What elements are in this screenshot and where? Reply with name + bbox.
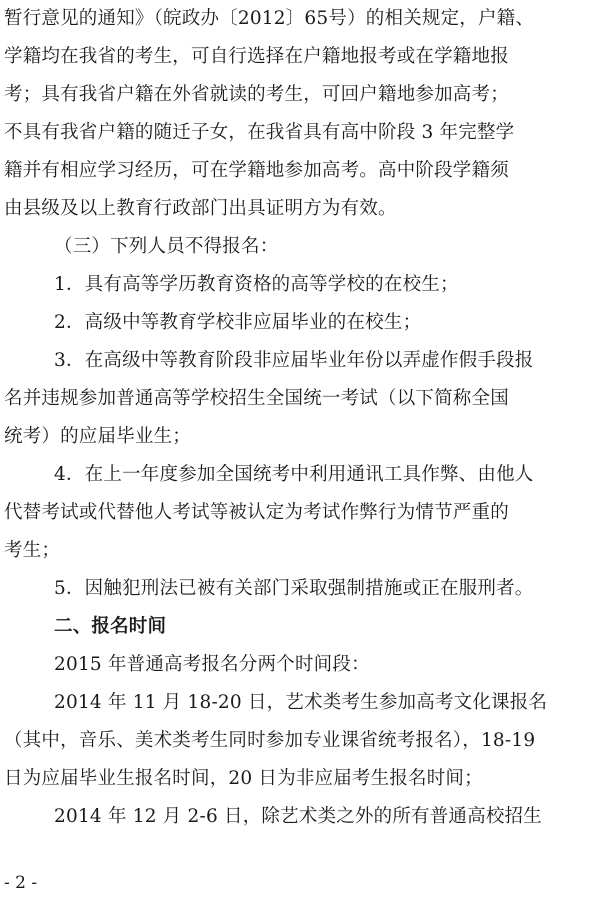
list-item-4: 4．在上一年度参加全国统考中利用通讯工具作弊、由他人 (54, 464, 534, 485)
list-item-4-end: 考生； (4, 540, 61, 561)
list-item-3-end: 统考）的应届毕业生； (4, 426, 192, 447)
subsection-heading: （三）下列人员不得报名： (54, 236, 279, 257)
list-item-1: 1．具有高等学历教育资格的高等学校的在校生； (54, 274, 459, 295)
text-line-period-1-continued: （其中，音乐、美术类考生同时参加专业课省统考报名），18-19 (4, 730, 536, 751)
text-line-4: 不具有我省户籍的随迁子女，在我省具有高中阶段 3 年完整学 (4, 122, 515, 143)
text-line-registration-periods: 2015 年普通高考报名分两个时间段： (54, 654, 370, 675)
text-line-period-1: 2014 年 11 月 18-20 日，艺术类考生参加高考文化课报名 (54, 692, 548, 713)
text-line-period-2: 2014 年 12 月 2-6 日，除艺术类之外的所有普通高校招生 (54, 806, 542, 827)
text-line-period-1-end: 日为应届毕业生报名时间，20 日为非应届考生报名时间； (4, 768, 483, 789)
text-line-2: 学籍均在我省的考生，可自行选择在户籍地报考或在学籍地报 (4, 46, 509, 67)
text-line-3: 考；具有我省户籍在外省就读的考生，可回户籍地参加高考； (4, 84, 509, 105)
list-item-3: 3．在高级中等教育阶段非应届毕业年份以弄虚作假手段报 (54, 350, 534, 371)
list-item-3-continued: 名并违规参加普通高等学校招生全国统一考试（以下简称全国 (4, 388, 509, 409)
text-line-6: 由县级及以上教育行政部门出具证明方为有效。 (4, 198, 397, 219)
list-item-2: 2．高级中等教育学校非应届毕业的在校生； (54, 312, 422, 333)
text-line-5: 籍并有相应学习经历，可在学籍地参加高考。高中阶段学籍须 (4, 160, 509, 181)
page-number: - 2 - (4, 873, 38, 893)
list-item-4-continued: 代替考试或代替他人考试等被认定为考试作弊行为情节严重的 (4, 502, 509, 523)
text-line-1: 暂行意见的通知》（皖政办〔2012〕65号）的相关规定，户籍、 (4, 8, 535, 29)
section-heading: 二、报名时间 (54, 616, 167, 637)
list-item-5: 5．因触犯刑法已被有关部门采取强制措施或正在服刑者。 (54, 578, 534, 599)
